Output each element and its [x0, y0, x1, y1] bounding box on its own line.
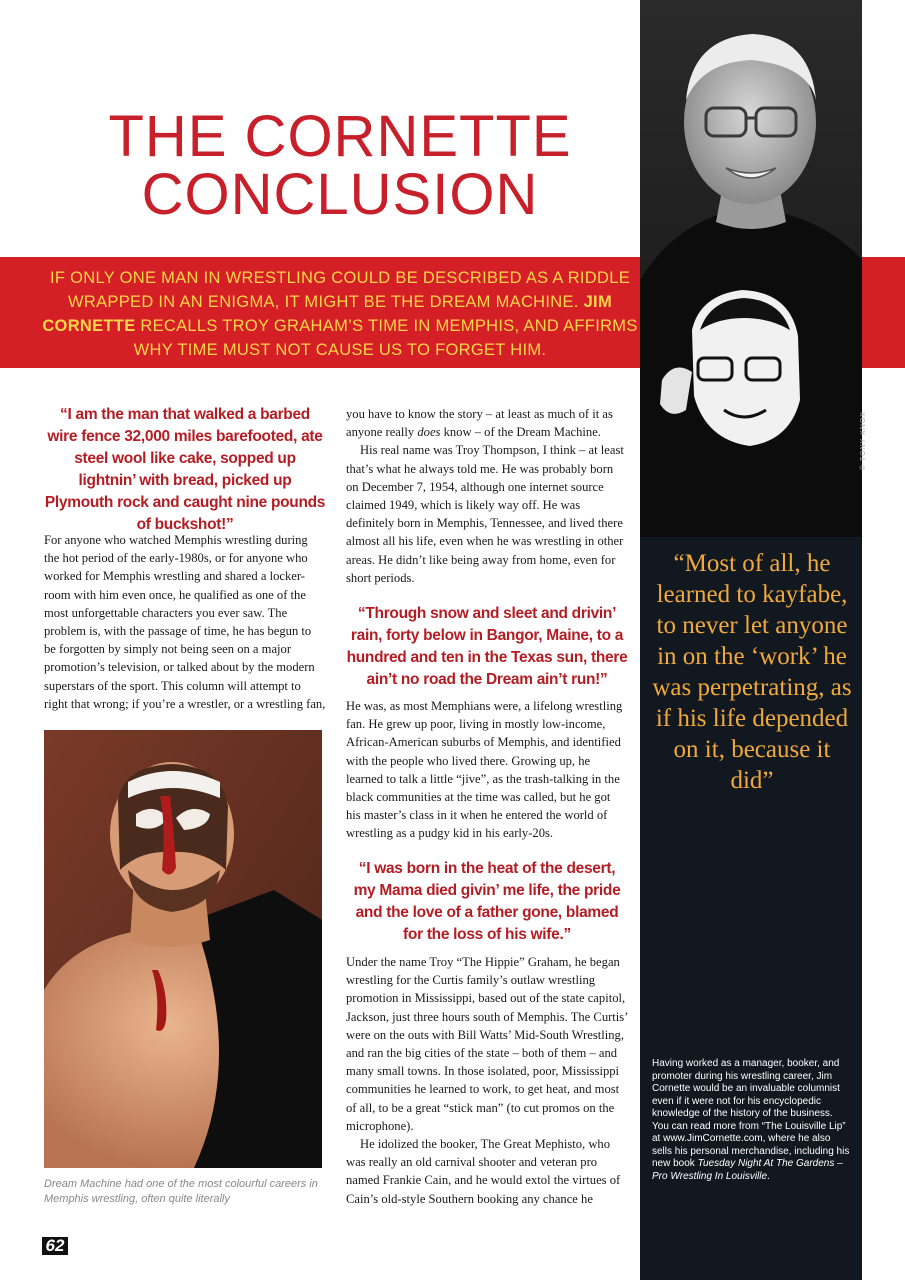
body-paragraph-4: Under the name Troy “The Hippie” Graham, he began wrestling for the Curtis family’s outlaw wrestling promotion in Mississippi, based out of the state capitol, Jackson, just three hours south of Memphis. The Curtis’ were on the outs with Bill Watts’ Mid-South Wrestling, and ran the big cities of the state – both of them – and many small towns. In those isolated, poor, Mississippi communities he learned to work, to get heat, and most of all, to be a great “stick man” (to cut promos on the microphone). — [346, 955, 628, 1133]
page-number: 62 — [42, 1237, 68, 1255]
deck-text-2: RECALLS TROY GRAHAM’S TIME IN MEMPHIS, AND AFFIRMS WHY TIME MUST NOT CAUSE US TO FORGET HIM. — [133, 317, 638, 359]
body-paragraph-2: His real name was Troy Thompson, I think – at least that’s what he always told me. He was probably born on December 7, 1954, although one internet source claimed 1949, which is likely way off. He was definitely born in Memphis, Tennessee, and lived there almost all his life, even when he was wrestling in other areas. He didn’t like being away from home, even for short periods. — [346, 443, 624, 585]
bio-book-title: Tuesday Night At The Gardens – Pro Wrestling In Louisville — [652, 1158, 843, 1182]
body-paragraph-1: For anyone who watched Memphis wrestling during the hot period of the early-1980s, or for anyone who worked for Memphis wrestling and shared a locker-room with him even once, he qualified as one of the most unforgettable characters you ever saw. The problem is, with the passage of time, he has begun to be forgotten by simply not being seen on a major promotion’s television, or talked about by the modern superstars of the sport. This column will attempt to right that wrong; if you’re a wrestler, or a wrestling fan, — [44, 533, 326, 711]
bio-text: Having worked as a manager, booker, and promoter during his wrestling career, Jim Cornette would be an invaluable columnist even if it were not for his encyclopedic knowledge of the history of the business. You can read more from “The Louisville Lip” at www.JimCornette.com, where he also sells his personal merchandise, including his new book — [652, 1058, 850, 1169]
body-paragraph-1-continued — [346, 405, 628, 441]
pull-quote-1: “I am the man that walked a barbed wire fence 32,000 miles barefooted, ate steel wool like cake, sopped up lightnin’ with bread, picked up Plymouth rock and caught nine pounds of buckshot!” — [44, 406, 326, 533]
title-line-2: CONCLUSION — [141, 162, 539, 227]
author-photo — [640, 0, 862, 537]
page-title — [40, 104, 640, 227]
pull-quote-2: “Through snow and sleet and drivin’ rain, forty below in Bangor, Maine, to a hundred and ten in the Texas sun, there ain’t no road the Dream ain’t run!” — [346, 605, 628, 688]
body-column-2 — [346, 405, 628, 587]
body-paragraph-5: He idolized the booker, The Great Mephisto, who was really an old carnival shooter and veteran pro named Frankie Cain, and he would extol the virtues of Cain’s old-style Southern booking any chance he — [346, 1137, 621, 1206]
sidebar-pull-quote: “Most of all, he learned to kayfabe, to never let anyone in on the ‘work’ he was perpetrating, as if his life depended on it, because it did” — [652, 550, 852, 794]
author-photo-illustration — [640, 0, 862, 537]
wrestler-photo-illustration — [44, 730, 322, 1168]
pull-quote-3: “I was born in the heat of the desert, my Mama died givin’ me life, the pride and the love of a father gone, blamed for the loss of his wife.” — [353, 860, 621, 943]
photo-caption: Dream Machine had one of the most colourful careers in Memphis wrestling, often quite literally — [44, 1178, 318, 1205]
title-line-1: THE CORNETTE — [108, 104, 572, 169]
author-bio — [652, 1058, 852, 1183]
bio-end: . — [767, 1170, 770, 1182]
body-paragraph-3: He was, as most Memphians were, a lifelong wrestling fan. He grew up poor, living in mostly low-income, African-American suburbs of Memphis, and identified with the people who lived there. Growing up, he learned to talk a little “jive”, as the trash-talking in the black communities at the time was called, but he got his master’s class in it when he entered the world of wrestling as a pudgy kid in his early-20s. — [346, 699, 623, 841]
deck-text-1: IF ONLY ONE MAN IN WRESTLING COULD BE DESCRIBED AS A RIDDLE WRAPPED IN AN ENIGMA, IT MIGHT BE THE DREAM MACHINE. — [49, 269, 631, 311]
wrestler-photo — [44, 730, 322, 1168]
body-continued-text-2: know – of the Dream Machine. — [440, 425, 601, 440]
body-column-1 — [44, 531, 326, 713]
body-column-2b — [346, 697, 628, 843]
body-column-2c — [346, 953, 628, 1208]
deck-author: JIM CORNETTE — [42, 293, 612, 335]
body-continued-text-1: you have to know the story – at least as much of it as anyone really — [346, 407, 613, 440]
body-emphasis: does — [417, 425, 441, 440]
article-deck — [40, 266, 640, 362]
photo-credit: © TONY KNOX — [860, 411, 867, 470]
